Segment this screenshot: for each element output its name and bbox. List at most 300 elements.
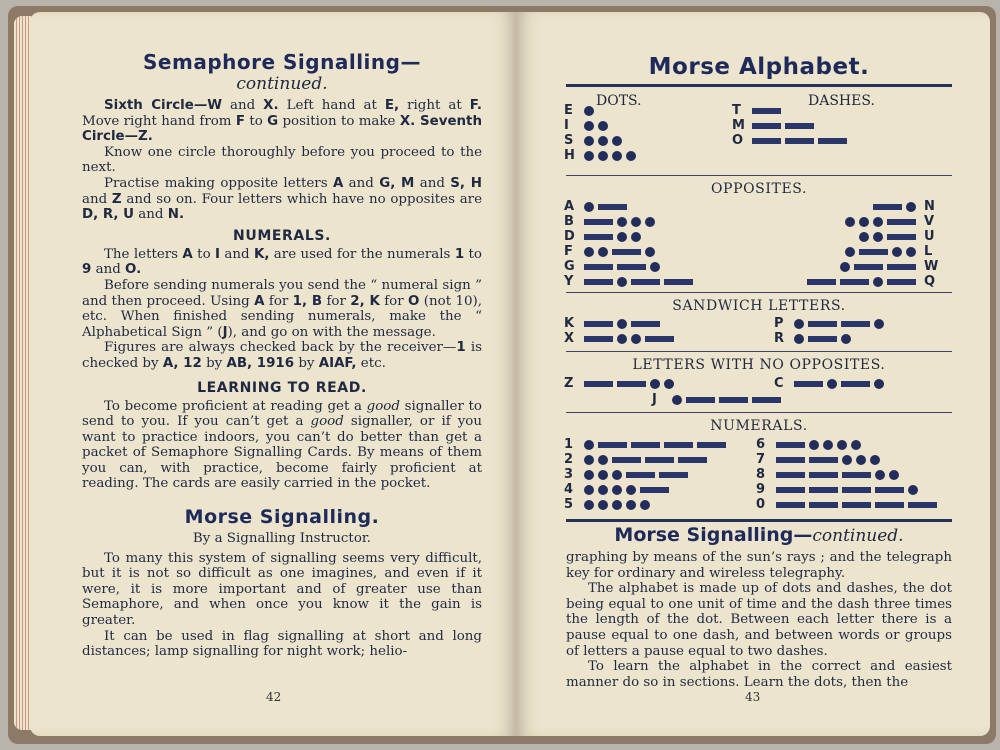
opposite-letters-paragraph (82, 176, 482, 223)
morse-dot (851, 440, 861, 450)
morse-code-signal (584, 276, 693, 289)
morse-dot (889, 470, 899, 480)
sixth-circle-paragraph (82, 98, 482, 145)
text-run: G (267, 113, 279, 129)
divider-4 (566, 412, 952, 413)
morse-letter: 2 (564, 452, 574, 467)
morse-letter: 5 (564, 497, 574, 512)
morse-letter: X (564, 331, 575, 346)
text-run: signaller to send to you. If you can’t get a (82, 398, 482, 430)
right-page (516, 12, 990, 736)
morse-dot (612, 136, 622, 146)
figures-checked-paragraph (82, 340, 482, 371)
morse-dash (785, 123, 814, 129)
morse-dash (887, 234, 916, 240)
morse-dot (645, 247, 655, 257)
morse-letter: Q (924, 274, 936, 289)
morse-dash (752, 123, 781, 129)
alphabet-paragraph: The alphabet is made up of dots and dashes, the dot being equal to one unit of time and the dash three times the length of the dot. Between each letter there is a pause equal to one dash, and between words or groups of letters a pause equal to two dashes. (566, 581, 952, 659)
morse-letter: R (774, 331, 785, 346)
text-run: O. (125, 262, 142, 278)
morse-letter: 8 (756, 467, 766, 482)
morse-dot (664, 379, 674, 389)
opposites-heading: OPPOSITES. (710, 181, 807, 197)
morse-dash (598, 204, 627, 210)
morse-dash (631, 321, 660, 327)
morse-dash (776, 457, 805, 463)
morse-dot (837, 440, 847, 450)
morse-dot (612, 485, 622, 495)
morse-continued-suffix: continued. (812, 526, 904, 546)
text-run: X. (399, 113, 416, 129)
morse-dot (841, 334, 851, 344)
morse-code-signal (752, 135, 847, 148)
morse-code-signal (584, 135, 622, 148)
text-run: (not 10), etc. When finished sending numerals, make the “ Alphabetical Sign ” ( (82, 293, 482, 340)
morse-dot (906, 202, 916, 212)
text-run: right at (399, 98, 470, 113)
text-run: E, (384, 98, 400, 113)
text-run: F. (469, 98, 482, 113)
morse-dot (892, 247, 902, 257)
text-run: 1, B (292, 293, 323, 309)
semaphore-title-continued: continued. (236, 74, 328, 94)
morse-code-signal (752, 105, 781, 118)
morse-dot (612, 470, 622, 480)
morse-code-signal (584, 231, 641, 244)
morse-dot (856, 455, 866, 465)
text-run: by (294, 355, 319, 371)
morse-dot (875, 470, 885, 480)
morse-dot (584, 136, 594, 146)
morse-dash (809, 502, 838, 508)
morse-dot (631, 232, 641, 242)
morse-dash (612, 457, 641, 463)
text-run: Practise making opposite letters (104, 175, 333, 191)
morse-code-signal (776, 499, 937, 512)
uses-paragraph: It can be used in flag signalling at short and long distances; lamp signalling for night work; helio- (82, 628, 482, 660)
morse-dash (617, 381, 646, 387)
morse-dot (845, 247, 855, 257)
text-run: is checked by (82, 340, 482, 371)
morse-dot (873, 232, 883, 242)
text-run: 9 (82, 262, 92, 278)
morse-code-signal (584, 439, 726, 452)
morse-code-signal (776, 469, 899, 482)
text-run: A (182, 246, 193, 262)
morse-code-signal (752, 120, 814, 133)
morse-code-signal (776, 454, 880, 467)
morse-letter: Y (564, 274, 574, 289)
divider-3 (566, 351, 952, 352)
text-run: Sixth Circle—W (104, 98, 222, 113)
morse-dash (645, 336, 674, 342)
morse-letter: O (732, 133, 744, 148)
morse-letter: K (564, 316, 575, 331)
morse-continued-heading (566, 524, 952, 546)
text-run: and (220, 246, 254, 262)
morse-dash (626, 472, 655, 478)
morse-dot (626, 500, 636, 510)
morse-dash (617, 264, 646, 270)
morse-dot (874, 379, 884, 389)
morse-dash (659, 472, 688, 478)
morse-code-signal (672, 394, 781, 407)
morse-letter: A (564, 199, 575, 214)
morse-dash (808, 321, 837, 327)
morse-dot (584, 440, 594, 450)
morse-code-signal (845, 246, 916, 259)
text-run: etc. (356, 355, 386, 371)
morse-dot (626, 151, 636, 161)
morse-code-signal (584, 105, 594, 118)
text-run: signaller, or if you want to practice indoors, you can’t do better than get a packet of Semaphore Signalling Cards. By means of them you can, with practice, become fairly proficient at reading. The cards are easily carried in the pocket. (82, 414, 482, 492)
morse-dash (809, 487, 838, 493)
morse-code-signal (776, 439, 861, 452)
morse-dash (854, 264, 883, 270)
text-run: Move right hand from (82, 113, 236, 129)
morse-dot (908, 485, 918, 495)
dots-heading: DOTS. (596, 93, 642, 109)
morse-letter: I (564, 118, 569, 133)
morse-dot (598, 455, 608, 465)
learning-paragraph (82, 399, 482, 493)
numerals-paragraph (82, 247, 482, 278)
morse-dash (807, 279, 836, 285)
morse-dot (612, 500, 622, 510)
text-run: I (215, 246, 220, 262)
morse-dot (859, 217, 869, 227)
morse-dash (873, 204, 902, 210)
text-run: position to make (278, 113, 400, 129)
divider-1 (566, 175, 952, 176)
text-run: and (222, 98, 264, 113)
text-run: to (464, 246, 482, 262)
morse-dot (827, 379, 837, 389)
morse-letter: B (564, 214, 574, 229)
morse-code-signal (584, 150, 636, 163)
morse-dash (887, 279, 916, 285)
morse-letter: E (564, 103, 573, 118)
text-run: to (244, 113, 268, 129)
morse-dot (794, 334, 804, 344)
morse-continued-title: Morse Signalling— (614, 524, 813, 546)
morse-letter: F (564, 244, 573, 259)
numerals-heading-right: NUMERALS. (710, 418, 808, 434)
heliograph-paragraph: graphing by means of the sun’s rays ; and the telegraph key for ordinary and wireless telegraphy. (566, 550, 952, 581)
morse-dash (719, 397, 748, 403)
title-rule (566, 84, 952, 87)
morse-dash (887, 264, 916, 270)
difficulty-paragraph: To many this system of signalling seems very difficult, but it is not so difficult as one imagines, and even if it were, it is more important and of greater use than Semaphore, and when once you know it the gain is greater. (82, 550, 482, 629)
morse-dash (640, 487, 669, 493)
semaphore-title: Semaphore Signalling— (143, 50, 421, 74)
morse-dot (906, 247, 916, 257)
morse-dot (598, 500, 608, 510)
morse-dot (617, 217, 627, 227)
morse-dash (584, 234, 613, 240)
morse-dash (776, 472, 805, 478)
morse-letter: N (924, 199, 935, 214)
morse-dash (842, 487, 871, 493)
morse-dash (841, 381, 870, 387)
morse-letter: 9 (756, 482, 766, 497)
morse-dot (873, 277, 883, 287)
morse-dot (626, 485, 636, 495)
morse-dash (908, 502, 937, 508)
morse-code-signal (873, 201, 916, 214)
text-run: N. (167, 207, 185, 223)
morse-dash (859, 249, 888, 255)
morse-dash (809, 472, 838, 478)
morse-code-signal (794, 333, 851, 346)
text-run: Figures are always checked back by the receiver— (104, 340, 457, 356)
morse-dot (650, 262, 660, 272)
morse-dash (752, 108, 781, 114)
sandwich-heading: SANDWICH LETTERS. (672, 298, 846, 314)
morse-dash (664, 279, 693, 285)
morse-dot (584, 455, 594, 465)
morse-dash (776, 442, 805, 448)
morse-dash (584, 321, 613, 327)
morse-dash (887, 219, 916, 225)
morse-letter: S (564, 133, 574, 148)
text-run: good (366, 398, 400, 414)
morse-dot (584, 202, 594, 212)
learn-sections-paragraph: To learn the alphabet in the correct and easiest manner do so in sections. Learn the dots, then the (566, 659, 952, 690)
morse-letter: 6 (756, 437, 766, 452)
left-page (30, 12, 516, 736)
morse-dot (584, 485, 594, 495)
morse-dot (598, 151, 608, 161)
text-run: J (222, 324, 228, 340)
morse-letter: 0 (756, 497, 766, 512)
morse-code-signal (584, 484, 669, 497)
morse-dash (841, 321, 870, 327)
text-run: Z (111, 191, 122, 207)
chart-bottom-rule (566, 519, 952, 522)
morse-dot (612, 151, 622, 161)
morse-letter: C (774, 376, 784, 391)
morse-dot (617, 334, 627, 344)
morse-dash (697, 442, 726, 448)
morse-code-signal (807, 276, 916, 289)
morse-dot (617, 232, 627, 242)
text-run: by (201, 355, 227, 371)
morse-dash (584, 381, 613, 387)
morse-letter: 1 (564, 437, 574, 452)
morse-dot (598, 136, 608, 146)
morse-dot (845, 217, 855, 227)
morse-dash (808, 336, 837, 342)
morse-dot (584, 121, 594, 131)
divider-2 (566, 292, 952, 293)
morse-dot (584, 470, 594, 480)
text-run: To become proficient at reading get a (104, 398, 367, 414)
text-run: 1 (456, 340, 466, 356)
morse-letter: V (924, 214, 935, 229)
dashes-heading: DASHES. (808, 93, 875, 109)
morse-dash (584, 219, 613, 225)
morse-dot (809, 440, 819, 450)
morse-dash (875, 487, 904, 493)
text-run: AIAF, (318, 355, 357, 371)
morse-dot (840, 262, 850, 272)
morse-letter: D (564, 229, 575, 244)
morse-code-signal (584, 216, 655, 229)
morse-code-signal (845, 216, 916, 229)
morse-dash (842, 502, 871, 508)
text-run: G, M (379, 175, 415, 191)
morse-dash (776, 502, 805, 508)
text-run: Left hand at (278, 98, 385, 113)
text-run: O (408, 293, 420, 309)
morse-code-signal (584, 499, 650, 512)
morse-dot (874, 319, 884, 329)
morse-letter: U (924, 229, 935, 244)
morse-dash (631, 442, 660, 448)
text-run: K, (253, 246, 270, 262)
text-run: are used for the numerals (269, 246, 455, 262)
text-run: 1 (454, 246, 465, 262)
text-run: F (235, 113, 245, 129)
morse-code-signal (584, 246, 655, 259)
morse-dot (640, 500, 650, 510)
morse-dot (617, 277, 627, 287)
morse-dash (794, 381, 823, 387)
morse-dash (631, 279, 660, 285)
morse-dot (873, 217, 883, 227)
morse-letter: P (774, 316, 784, 331)
morse-dash (818, 138, 847, 144)
morse-dash (678, 457, 707, 463)
text-run: A (254, 293, 265, 309)
morse-dash (612, 249, 641, 255)
morse-letter: 4 (564, 482, 574, 497)
morse-code-signal (584, 318, 660, 331)
text-run: ), and go on with the message. (227, 324, 436, 340)
learning-heading: LEARNING TO READ. (197, 379, 367, 396)
morse-code-signal (584, 454, 707, 467)
morse-dash (809, 457, 838, 463)
morse-dash (785, 138, 814, 144)
morse-dot (842, 455, 852, 465)
morse-dot (859, 232, 869, 242)
morse-code-signal (794, 318, 884, 331)
morse-dash (840, 279, 869, 285)
text-run: X. (263, 98, 279, 113)
text-run: and (91, 262, 126, 278)
numerals-heading: NUMERALS. (233, 227, 331, 244)
text-run: 2, K (350, 293, 380, 309)
no-opposites-heading: LETTERS WITH NO OPPOSITES. (632, 357, 886, 373)
morse-code-signal (840, 261, 916, 274)
page-number-left: 42 (266, 690, 282, 704)
text-run: and (343, 175, 380, 191)
text-run: and (134, 207, 168, 223)
morse-dot (823, 440, 833, 450)
morse-dot (598, 485, 608, 495)
morse-dot (645, 217, 655, 227)
morse-alphabet-title: Morse Alphabet. (648, 54, 870, 80)
morse-dot (598, 470, 608, 480)
text-run: for (322, 293, 351, 309)
morse-dash (686, 397, 715, 403)
morse-letter: Z (564, 376, 574, 391)
morse-letter: T (732, 103, 741, 118)
text-run: and (82, 191, 112, 207)
morse-letter: G (564, 259, 575, 274)
morse-letter: H (564, 148, 575, 163)
morse-code-signal (584, 261, 660, 274)
morse-letter: M (732, 118, 745, 133)
morse-dash (752, 397, 781, 403)
morse-dot (794, 319, 804, 329)
morse-dash (584, 279, 613, 285)
morse-code-signal (584, 333, 674, 346)
morse-code-signal (794, 378, 884, 391)
morse-signalling-title: Morse Signalling. (184, 506, 380, 529)
morse-dash (645, 457, 674, 463)
text-run: and (414, 175, 451, 191)
know-circle-paragraph: Know one circle thoroughly before you proceed to the next. (82, 144, 482, 176)
morse-letter: 7 (756, 452, 766, 467)
morse-dot (631, 334, 641, 344)
morse-dash (664, 442, 693, 448)
morse-dot (617, 319, 627, 329)
morse-dot (584, 106, 594, 116)
text-run: for (379, 293, 409, 309)
morse-code-signal (584, 469, 688, 482)
morse-dash (598, 442, 627, 448)
text-run: D, R, U (82, 207, 135, 223)
morse-dot (598, 121, 608, 131)
morse-letter: W (924, 259, 939, 274)
page-number-right: 43 (745, 690, 761, 704)
morse-dash (875, 502, 904, 508)
morse-letter: J (652, 392, 657, 407)
morse-letter: L (924, 244, 933, 259)
text-run: Before sending numerals you send the “ numeral sign ” and then proceed. Using (82, 277, 482, 309)
morse-dot (631, 217, 641, 227)
morse-code-signal (584, 120, 608, 133)
morse-dot (584, 151, 594, 161)
morse-dash (776, 487, 805, 493)
morse-dash (584, 264, 613, 270)
text-run: A, 12 (162, 355, 202, 371)
text-run: Seventh Circle—Z. (82, 113, 482, 145)
morse-dash (752, 138, 781, 144)
morse-code-signal (584, 378, 674, 391)
text-run: A (332, 175, 344, 191)
morse-dot (584, 500, 594, 510)
morse-letter: 3 (564, 467, 574, 482)
numeral-sign-paragraph (82, 278, 482, 340)
morse-dot (598, 247, 608, 257)
morse-dot (584, 247, 594, 257)
byline: By a Signalling Instructor. (192, 531, 372, 547)
text-run: S, H (450, 175, 482, 191)
morse-dash (842, 472, 871, 478)
morse-code-signal (584, 201, 627, 214)
morse-dot (870, 455, 880, 465)
text-run: good (310, 414, 344, 430)
text-run: The letters (104, 246, 183, 262)
text-run: AB, 1916 (226, 355, 295, 371)
text-run: to (192, 246, 216, 262)
morse-code-signal (776, 484, 918, 497)
morse-dot (672, 395, 682, 405)
